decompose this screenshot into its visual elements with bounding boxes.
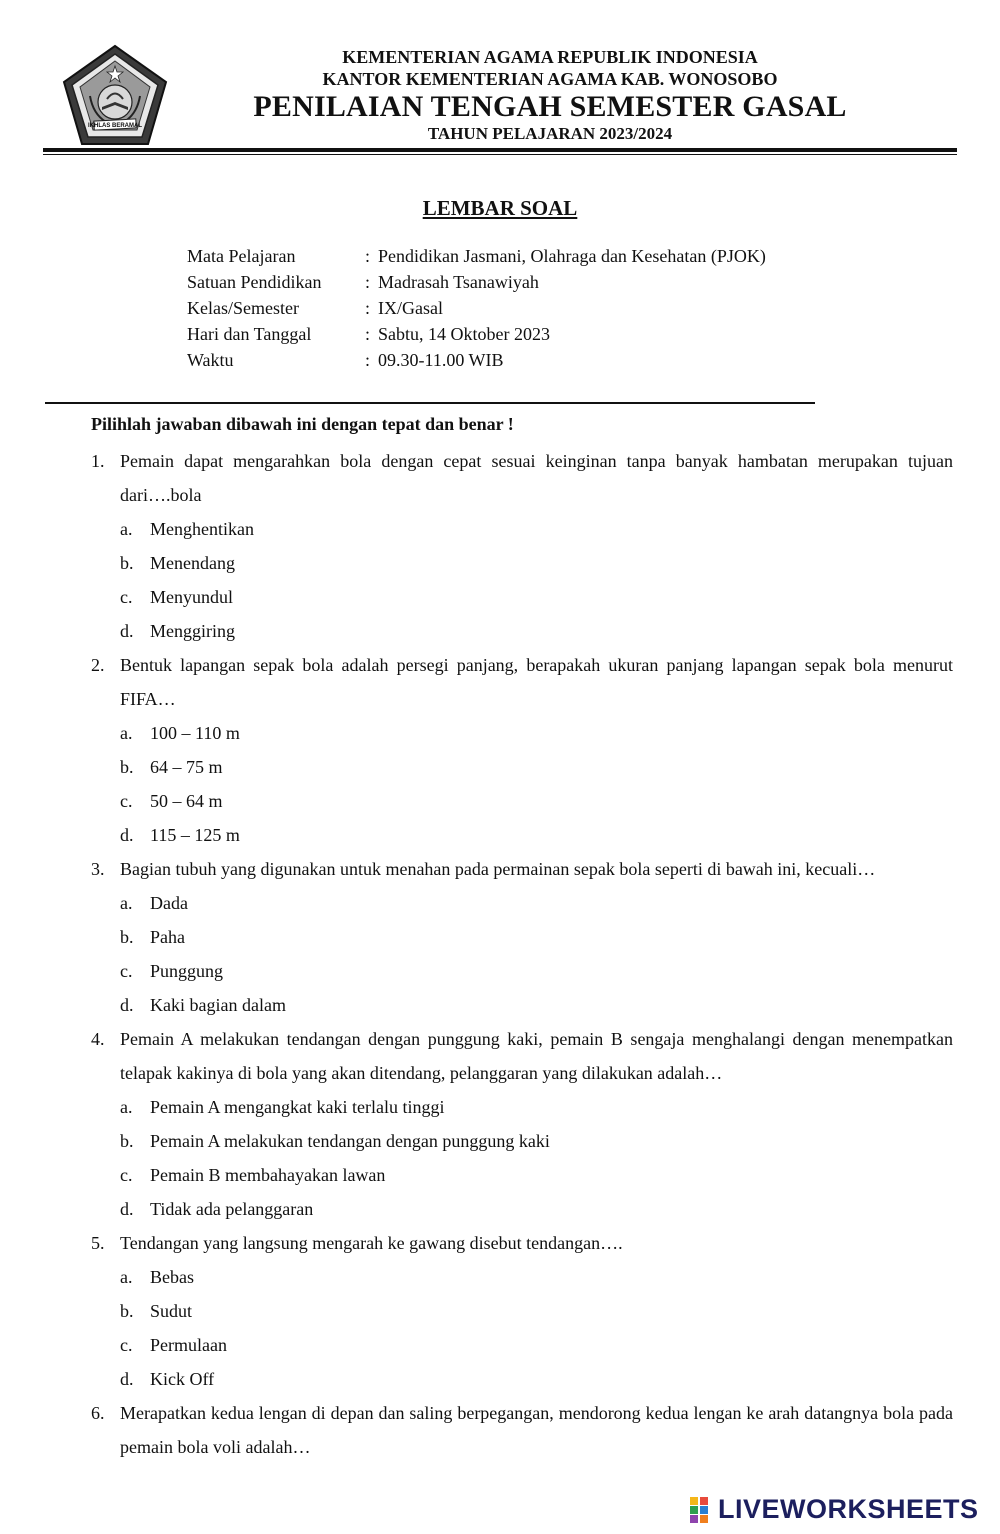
option-text: Paha bbox=[150, 927, 185, 947]
option-letter: d. bbox=[120, 1369, 134, 1389]
option-text: Pemain B membahayakan lawan bbox=[150, 1165, 386, 1185]
option-letter: d. bbox=[120, 1199, 134, 1219]
info-value: Sabtu, 14 Oktober 2023 bbox=[378, 324, 550, 344]
option-text: Pemain A mengangkat kaki terlalu tinggi bbox=[150, 1097, 445, 1117]
info-colon: : bbox=[365, 324, 371, 344]
option-b[interactable] bbox=[120, 1124, 953, 1158]
liveworksheets-icon bbox=[690, 1497, 718, 1523]
option-c[interactable] bbox=[120, 784, 953, 818]
option-text: Kick Off bbox=[150, 1369, 215, 1389]
option-letter: a. bbox=[120, 1097, 133, 1117]
question-text: Merapatkan kedua lengan di depan dan saling berpegangan, mendorong kedua lengan ke arah datangnya bola pada pemain bola voli adalah… bbox=[120, 1403, 953, 1457]
option-letter: c. bbox=[120, 961, 133, 981]
option-letter: a. bbox=[120, 723, 133, 743]
option-d[interactable] bbox=[120, 988, 953, 1022]
info-value: 09.30-11.00 WIB bbox=[378, 350, 504, 370]
question-text: Tendangan yang langsung mengarah ke gawang disebut tendangan…. bbox=[120, 1233, 623, 1253]
brand-name: LIVEWORKSHEETS bbox=[718, 1494, 979, 1524]
option-a[interactable] bbox=[120, 1260, 953, 1294]
academic-year: TAHUN PELAJARAN 2023/2024 bbox=[427, 124, 673, 143]
option-letter: c. bbox=[120, 1165, 133, 1185]
option-letter: b. bbox=[120, 1301, 134, 1321]
question-number: 2. bbox=[91, 655, 105, 675]
option-text: 115 – 125 m bbox=[150, 825, 240, 845]
logo-text: IKHLAS BERAMAL bbox=[88, 123, 142, 129]
info-label: Waktu bbox=[187, 350, 234, 370]
question-text: Pemain dapat mengarahkan bola dengan cepat sesuai keinginan tanpa banyak hambatan merupakan tujuan dari….bola bbox=[120, 451, 953, 505]
option-text: 64 – 75 m bbox=[150, 757, 223, 777]
option-text: Permulaan bbox=[150, 1335, 227, 1355]
page-title: LEMBAR SOAL bbox=[422, 196, 578, 220]
question-6 bbox=[91, 1396, 953, 1464]
option-c[interactable] bbox=[120, 1158, 953, 1192]
option-text: 100 – 110 m bbox=[150, 723, 240, 743]
option-letter: d. bbox=[120, 621, 134, 641]
question-number: 6. bbox=[91, 1403, 105, 1423]
header-divider bbox=[43, 148, 957, 152]
info-colon: : bbox=[365, 350, 371, 370]
option-text: Menggiring bbox=[150, 621, 235, 641]
info-colon: : bbox=[365, 298, 371, 318]
question-4 bbox=[91, 1022, 953, 1090]
option-c[interactable] bbox=[120, 954, 953, 988]
option-letter: b. bbox=[120, 553, 134, 573]
question-number: 3. bbox=[91, 859, 105, 879]
option-text: Bebas bbox=[150, 1267, 194, 1287]
option-b[interactable] bbox=[120, 920, 953, 954]
option-b[interactable] bbox=[120, 546, 953, 580]
exam-info bbox=[187, 243, 766, 373]
info-colon: : bbox=[365, 246, 371, 266]
option-letter: a. bbox=[120, 893, 133, 913]
info-colon: : bbox=[365, 272, 371, 292]
option-text: Tidak ada pelanggaran bbox=[150, 1199, 314, 1219]
option-letter: d. bbox=[120, 995, 134, 1015]
info-value: Pendidikan Jasmani, Olahraga dan Kesehatan (PJOK) bbox=[378, 246, 766, 266]
question-text: Bagian tubuh yang digunakan untuk menahan pada permainan sepak bola seperti di bawah ini, kecuali… bbox=[120, 859, 876, 879]
option-a[interactable] bbox=[120, 716, 953, 750]
option-letter: b. bbox=[120, 1131, 134, 1151]
option-text: Kaki bagian dalam bbox=[150, 995, 286, 1015]
question-1 bbox=[91, 444, 953, 512]
question-list bbox=[91, 444, 953, 1464]
option-text: Punggung bbox=[150, 961, 224, 981]
section-divider bbox=[45, 402, 815, 404]
question-number: 5. bbox=[91, 1233, 105, 1253]
option-d[interactable] bbox=[120, 818, 953, 852]
info-value: Madrasah Tsanawiyah bbox=[378, 272, 539, 292]
option-d[interactable] bbox=[120, 1192, 953, 1226]
option-text: 50 – 64 m bbox=[150, 791, 223, 811]
option-letter: b. bbox=[120, 927, 134, 947]
option-text: Sudut bbox=[150, 1301, 193, 1321]
option-text: Pemain A melakukan tendangan dengan punggung kaki bbox=[150, 1131, 550, 1151]
option-text: Menghentikan bbox=[150, 519, 254, 539]
ministry-name: KEMENTERIAN AGAMA REPUBLIK INDONESIA bbox=[342, 47, 758, 67]
office-name: KANTOR KEMENTERIAN AGAMA KAB. WONOSOBO bbox=[322, 69, 778, 89]
info-label: Satuan Pendidikan bbox=[187, 272, 322, 292]
option-letter: d. bbox=[120, 825, 134, 845]
info-value: IX/Gasal bbox=[378, 298, 443, 318]
option-a[interactable] bbox=[120, 886, 953, 920]
question-number: 4. bbox=[91, 1029, 105, 1049]
option-text: Dada bbox=[150, 893, 188, 913]
info-label: Kelas/Semester bbox=[187, 298, 299, 318]
instruction: Pilihlah jawaban dibawah ini dengan tepat dan benar ! bbox=[91, 414, 514, 434]
option-letter: c. bbox=[120, 791, 133, 811]
question-3 bbox=[91, 852, 953, 886]
exam-name: PENILAIAN TENGAH SEMESTER GASAL bbox=[253, 90, 847, 123]
option-text: Menyundul bbox=[150, 587, 233, 607]
ministry-logo bbox=[60, 44, 170, 148]
option-text: Menendang bbox=[150, 553, 235, 573]
question-text: Pemain A melakukan tendangan dengan punggung kaki, pemain B sengaja menghalangi dengan menempatkan telapak kakinya di bola yang akan ditendang, pelanggaran yang dilakukan adalah… bbox=[120, 1029, 953, 1083]
option-c[interactable] bbox=[120, 580, 953, 614]
option-a[interactable] bbox=[120, 512, 953, 546]
option-letter: a. bbox=[120, 1267, 133, 1287]
question-5 bbox=[91, 1226, 953, 1260]
option-letter: c. bbox=[120, 587, 133, 607]
info-row bbox=[187, 295, 766, 321]
info-row bbox=[187, 321, 766, 347]
option-c[interactable] bbox=[120, 1328, 953, 1362]
letterhead bbox=[190, 46, 910, 144]
option-b[interactable] bbox=[120, 750, 953, 784]
info-row bbox=[187, 269, 766, 295]
question-text: Bentuk lapangan sepak bola adalah persegi panjang, berapakah ukuran panjang lapangan sepak bola menurut FIFA… bbox=[120, 655, 953, 709]
question-2 bbox=[91, 648, 953, 716]
option-letter: b. bbox=[120, 757, 134, 777]
info-row bbox=[187, 243, 766, 269]
info-label: Mata Pelajaran bbox=[187, 246, 296, 266]
info-label: Hari dan Tanggal bbox=[187, 324, 312, 344]
option-d[interactable] bbox=[120, 614, 953, 648]
question-number: 1. bbox=[91, 451, 105, 471]
option-b[interactable] bbox=[120, 1294, 953, 1328]
option-d[interactable] bbox=[120, 1362, 953, 1396]
option-a[interactable] bbox=[120, 1090, 953, 1124]
info-row bbox=[187, 347, 766, 373]
header-divider-thin bbox=[43, 154, 957, 155]
option-letter: c. bbox=[120, 1335, 133, 1355]
liveworksheets-logo bbox=[690, 1494, 979, 1525]
option-letter: a. bbox=[120, 519, 133, 539]
